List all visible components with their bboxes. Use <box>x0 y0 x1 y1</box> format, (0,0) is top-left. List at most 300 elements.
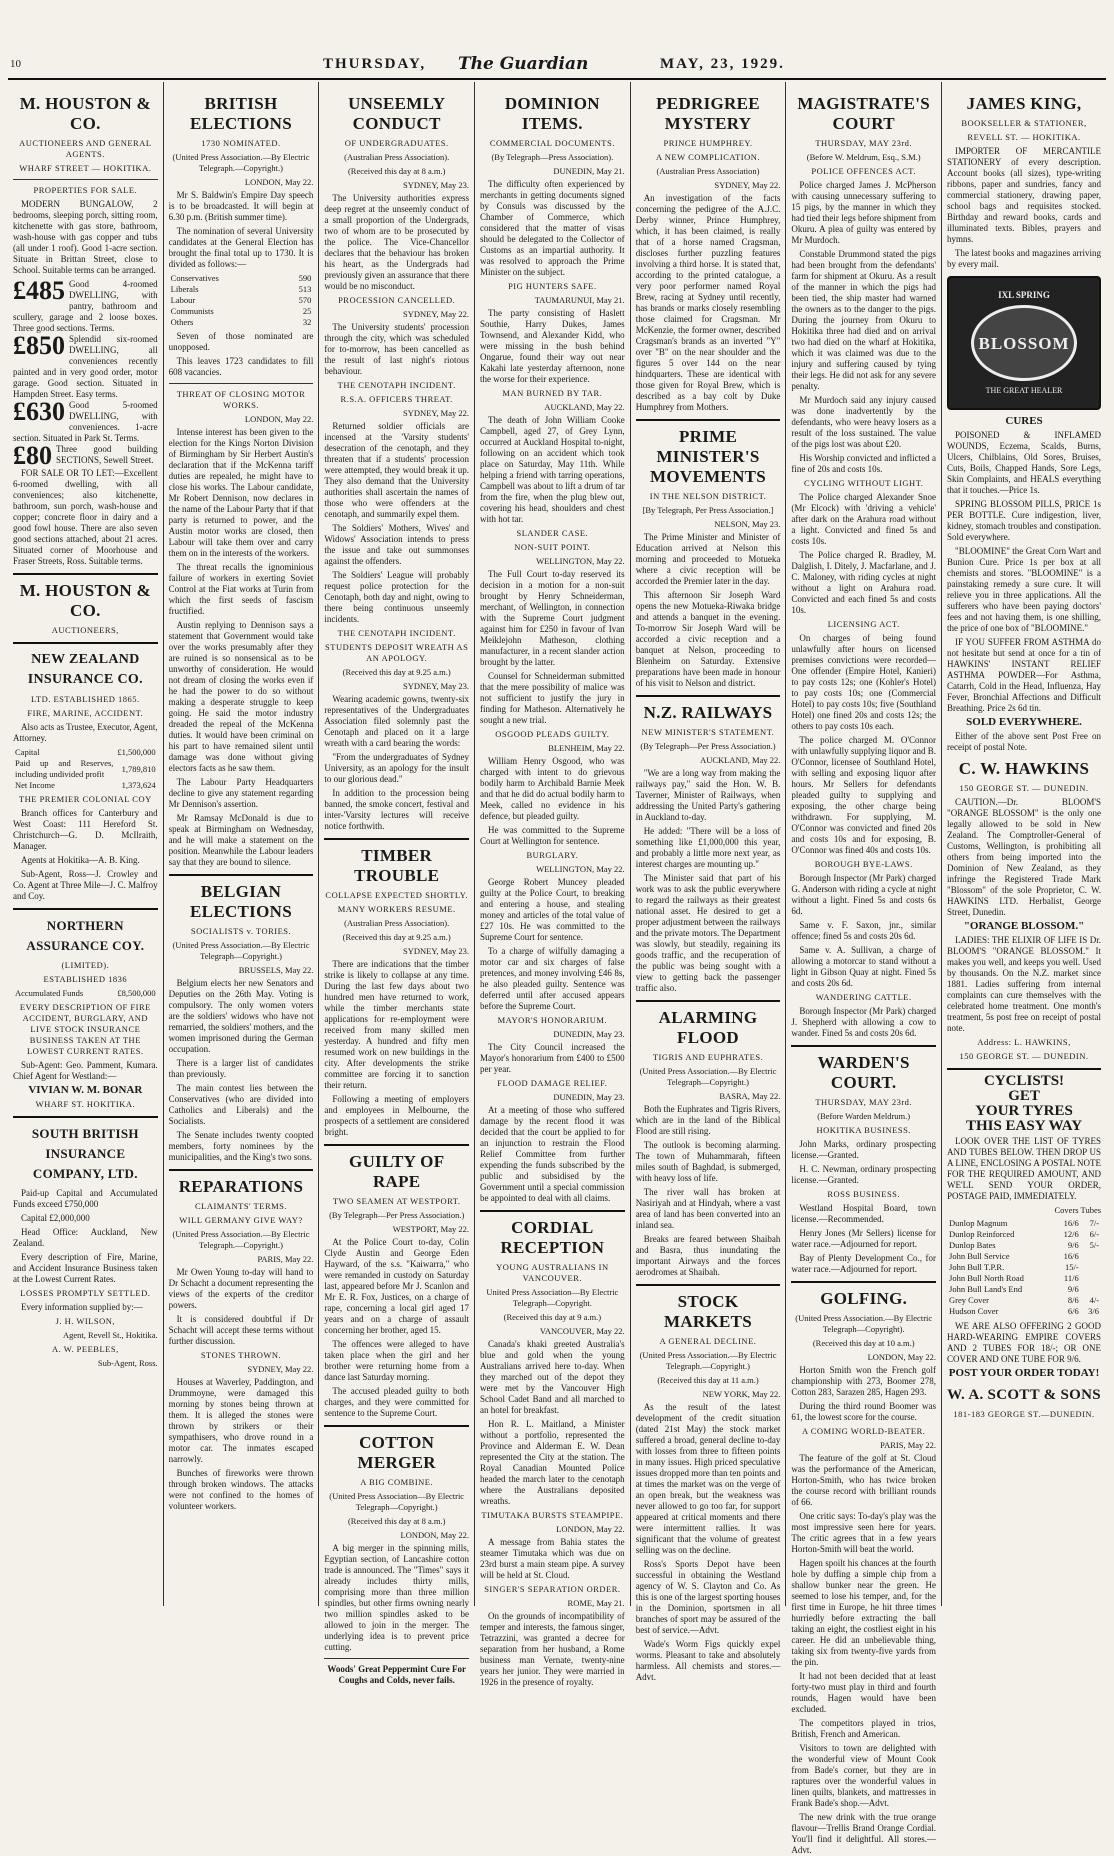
article-paragraph: The Police charged Alexander Snoe (Mr Elcock) with 'driving a vehicle' after dark on the Arahura road without a light. Convicted and fined 5s and costs 10s. <box>791 492 937 546</box>
article-paragraph: Both the Euphrates and Tigris Rivers, which are in the land of the Biblical Flood are still rising. <box>635 1104 781 1136</box>
ad-heading: M. HOUSTON & CO. <box>19 94 151 133</box>
article-credit: (Australian Press Association) <box>656 166 760 176</box>
article-received: (Received this day at 10 a.m.) <box>812 1338 915 1348</box>
article-paragraph: His Worship convicted and inflicted a fine of 20s and costs 10s. <box>791 453 937 474</box>
article-dateline: SYDNEY, May 22. <box>714 180 781 190</box>
article-subhead: A GENERAL DECLINE. <box>659 1336 757 1346</box>
article-subhead: CLAIMANTS' TERMS. <box>194 1201 288 1211</box>
article-paragraph: There are indications that the timber strike is likely to collapse at any time. During the last few days about two hundred men have returned to work, while the timber merchants state applications for re-employment were received from many skilled men yesterday. A hundred and fifty men resumed work on new buildings in the city. After developments the strike committee are forcing it to sanction their return. <box>324 959 470 1090</box>
article-dateline: NELSON, May 23. <box>714 519 781 529</box>
tyre-name: Dunlop Magnum <box>949 1218 1008 1228</box>
tyre-cover-price: 9/6 <box>1067 1240 1079 1250</box>
article-dateline: DUNEDIN, May 21. <box>553 166 625 176</box>
article-paragraph: The death of John William Cooke Campbell, aged 27, of Grey Lynn, occurred at Auckland Hospital to-night, following on an accident which took place on Saturday, May 11th. While helping a friend with tarring operations, Campbell was about to lift a drum of tar from the fire, when the plug blew out, covering his head, shoulders and chest with hot tar. <box>480 415 625 524</box>
tyre-name: Hudson Cover <box>949 1306 999 1316</box>
article-received: (Received this day at 11 a.m.) <box>657 1375 759 1385</box>
table-row <box>169 295 314 306</box>
column-3 <box>319 82 475 1685</box>
ad-text: CAUTION.—Dr. BLOOM'S "ORANGE BLOSSOM" is the only one legally allowed to be sold in New Zealand. The Comptroller-General of Customs, Wellington, is prohibiting all others from being imported into the Dominion of New Zealand, as they infringe the Registered Trade Mark "Blossom" of the sole Proprietor, C. W. HAWKINS LTD. Herbalist, George Street, Dunedin. <box>947 797 1102 917</box>
column-2 <box>164 82 320 1606</box>
nominations-table <box>169 273 314 328</box>
article-paragraph: Seven of those nominated are unopposed. <box>168 331 314 352</box>
article-paragraph: Hon R. L. Maitland, a Minister without a portfolio, represented the Province and Alderman E. W. Dean represented the City at the station. The Royal Canadian Mounted Police headed the march later to the cenotaph where the Australians deposited wreaths. <box>480 1419 625 1506</box>
article-subhead: CYCLING WITHOUT LIGHT. <box>804 478 924 488</box>
ad-address: WHARF ST. HOKITIKA. <box>35 1099 136 1109</box>
article-subhead: A NEW COMPLICATION. <box>656 152 761 162</box>
article-subhead: STONES THROWN. <box>200 1350 282 1360</box>
ad-subheading: CURES <box>1005 415 1043 427</box>
ad-address: 150 GEORGE ST. — DUNEDIN. <box>959 783 1089 793</box>
table-row <box>13 747 158 758</box>
article-paragraph: The Labour Party Headquarters decline to give any statement regarding Mr Dennison's assertion. <box>168 777 314 809</box>
tyre-cover-price: 15/- <box>1065 1262 1079 1272</box>
tyre-tube-price <box>1081 1284 1101 1295</box>
ad-text: Capital £2,000,000 <box>21 1213 90 1223</box>
article-subhead: OF UNDERGRADUATES. <box>344 138 449 148</box>
ad-subheading: LOSSES PROMPTLY SETTLED. <box>20 1288 151 1298</box>
divider <box>13 179 158 180</box>
divider <box>13 642 158 644</box>
ad-subheading: BOOKSELLER & STATIONER, <box>961 118 1087 128</box>
article-subhead: ROSS BUSINESS. <box>827 1189 901 1199</box>
article-paragraph: Same v. A. Sullivan, a charge of allowing a motorcar to stand without a light in Gibson Quay at night. Fined 5s and costs 20s 6d. <box>791 945 937 988</box>
article-paragraph: The feature of the golf at St. Cloud was the performance of the American, Horton-Smith, who has twice broken the course record with brilliant rounds of 66. <box>791 1453 937 1507</box>
article-headline: WARDEN'S COURT. <box>817 1053 910 1092</box>
article-paragraph: A big merger in the spinning mills, Egyptian section, of Lancashire cotton trade is announced. The "Times" says it already includes thirty mills, comprising more than three million spindles, but other firms owning nearly two million spindles asked to be allowed to join in the merger. The underlying idea is to prevent price cutting. <box>324 1543 470 1652</box>
tyre-tube-price: 7/- <box>1089 1218 1100 1228</box>
article-paragraph: The City Council increased the Mayor's honorarium from £400 to £500 per year. <box>480 1042 625 1074</box>
article-dateline: BASRA, May 22. <box>719 1091 781 1101</box>
article-subhead: TIGRIS AND EUPHRATES. <box>652 1052 764 1062</box>
article-dateline: LONDON, May 22. <box>556 1524 625 1534</box>
ad-address: Address: L. HAWKINS, <box>977 1037 1071 1047</box>
ad-text: Sub-Agent, Ross. <box>97 1358 158 1368</box>
table-row <box>947 1262 1101 1273</box>
article-paragraph: A message from Bahia states the steamer Timutaka which was due on 23rd burst a main steam pipe. A survey will be held at St. Cloud. <box>480 1537 625 1580</box>
column-4 <box>475 82 631 1687</box>
article-credit: (United Press Association.—By Electric Telegraph—Copyright.) <box>639 1066 777 1087</box>
article-paragraph: This leaves 1723 candidates to fill 608 vacancies. <box>168 356 314 377</box>
column-7 <box>942 82 1106 1606</box>
party-count: 513 <box>298 284 312 294</box>
table-row <box>947 1273 1101 1284</box>
divider <box>169 1169 314 1171</box>
party-name: Liberals <box>170 284 199 294</box>
article-paragraph: Counsel for Schneiderman submitted that the mere possibility of malice was not sufficient to justify the jury in finding for Matheson. Alternatively he sought a new trial. <box>480 671 625 725</box>
article-paragraph: Westland Hospital Board, town license.—Recommended. <box>791 1203 937 1224</box>
price: £850 <box>13 331 65 360</box>
article-credit: (United Press Association.—By Electric Telegraph.—Copyright.) <box>172 152 310 173</box>
ad-text: LADIES: THE ELIXIR OF LIFE IS Dr. BLOOM'S "ORANGE BLOSSOM." It makes you well, and keeps you well. Used by thousands. On the N.Z. market since 1881. Ladies suffering from internal complaints can cure themselves with the celebrated home treatment. One month's treatment, 5s post free on receipt of postal note. <box>947 935 1102 1033</box>
article-subhead: STUDENTS DEPOSIT WREATH AS AN APOLOGY. <box>325 642 469 663</box>
ad-text: The latest books and magazines arriving by every mail. <box>947 248 1102 269</box>
tyre-cover-price: 9/6 <box>1067 1284 1079 1294</box>
ad-text: Agent, Revell St., Hokitika. <box>63 1330 158 1340</box>
article-paragraph: The University authorities express deep regret at the unseemly conduct of a small proportion of the Undergrads, two of whom are to be prosecuted by the police. The Vice-Chancellor declares that the behaviour has broken his heart, as the Undergrads had previously given an assurance that there would be no misconduct. <box>324 193 470 291</box>
divider <box>13 908 158 910</box>
article-subhead: THURSDAY, MAY 23rd. <box>815 1097 913 1107</box>
table-row <box>169 306 314 317</box>
article-paragraph: Hagen spoilt his chances at the fourth hole by duffing a simple chip from a shallow bunker near the green. He seemed to lose his temper, and, for the first time in Europe, he hit three times hurriedly before extracting the ball taking an eight, the costliest eight in his career. He did an unbelievable thing, taking six from twenty-five yards from the pin. <box>791 1558 937 1667</box>
article-subhead: THE CENOTAPH INCIDENT. <box>337 380 456 390</box>
article-paragraph: The outlook is becoming alarming. The town of Muhammarah, fifteen miles south of Baghdad, is submerged, with heavy loss of life. <box>635 1140 781 1183</box>
table-row <box>13 988 158 999</box>
article-paragraph: Intense interest has been given to the election for the Kings Norton Division of Birmingham by Sir Herbert Austin's declaration that if the McKenna tariff duties are repealed, he might have to close his works. The Labour candidate, Mr Robert Dennison, now declares in the name of the Labour Party that if that party is returned to power, and the Austin motor works are closed, then Labour will take them over and carry them on in the interests of the workers. <box>168 427 314 558</box>
tyre-tube-price <box>1081 1273 1101 1284</box>
article-paragraph: "From the undergraduates of Sydney University, as an apology for the insult to our glorious dead." <box>324 752 470 784</box>
party-count: 570 <box>298 295 312 305</box>
ad-heading: W. A. SCOTT & SONS <box>947 1387 1101 1403</box>
article-headline: BELGIAN ELECTIONS <box>190 882 292 921</box>
article-paragraph: The Full Court to-day reserved its decision in a motion for a non-suit brought by Henry Schneiderman, merchant, of Wellington, in connection with the Supreme Court judgment against him for £250 in favour of Ivan Meiklejohn Matheson, clothing manufacturer, in a recent slander action brought by the latter. <box>480 569 625 667</box>
price: £80 <box>13 441 52 470</box>
party-count: 590 <box>298 273 312 283</box>
masthead-date: MAY, 23, 1929. <box>660 55 785 72</box>
ad-subheading: PROPERTIES FOR SALE. <box>33 185 138 195</box>
party-name: Communists <box>170 306 214 316</box>
ad-name: VIVIAN W. M. BONAR <box>28 1084 143 1096</box>
ad-subheading: FIRE, MARINE, ACCIDENT. <box>27 708 144 718</box>
article-paragraph: The offences were alleged to have taken place when the girl and her brother were returning home from a dance last Saturday morning. <box>324 1339 470 1382</box>
ad-heading: C. W. HAWKINS <box>958 759 1090 778</box>
table-row <box>169 273 314 284</box>
article-subhead: PIG HUNTERS SAFE. <box>508 281 597 291</box>
article-credit: (United Press Association.—By Electric Telegraph.—Copyright.) <box>639 1350 777 1371</box>
article-headline: TIMBER TROUBLE <box>354 846 440 885</box>
ad-text: WE ARE ALSO OFFERING 2 GOOD HARD-WEARING EMPIRE COVERS AND 2 TUBES FOR 18/-; OR ONE COVER AND ONE TUBE FOR 9/6. <box>947 1321 1102 1364</box>
table-row <box>947 1251 1101 1262</box>
row-value: 1,789,810 <box>121 763 156 774</box>
article-paragraph: The new drink with the true orange flavour—Trellis Brand Orange Cordial. You'll find it delightful. All stores.—Advt. <box>791 1812 937 1855</box>
article-paragraph: He added: "There will be a loss of something like £1,000,000 this year, and probably a little more next year, as interest charges are mounting up." <box>635 826 781 869</box>
article-paragraph: The threat recalls the ignominious failure of workers in exerting Soviet Control at the Fiat works at Turin from which the first seeds of fascism fructified. <box>168 562 314 616</box>
article-subhead: SINGER'S SEPARATION ORDER. <box>484 1584 621 1594</box>
article-paragraph: Police charged James J. McPherson with causing unnecessary suffering to 15 pigs, by the manner in which they had tied their legs before shipment from Okuru. A plea of guilty was entered by Mr Murdoch. <box>791 180 937 245</box>
article-paragraph: Constable Drummond stated the pigs had been brought from the defendants' farm for shipment at Okuru. As a result of the manner in which the pigs had been tied, the ship master had warned the owners as to the danger to the pigs. During the journey from Okuru to Hokitika three had died and on arrival two had died on the wharf at Hokitika, which it was claimed was due to the injury and suffering caused by tying their legs. He did not ask for any severe penalty. <box>791 249 937 391</box>
tyre-name: Dunlop Reinforced <box>949 1229 1015 1239</box>
article-received: (Received this day at 9 a.m.) <box>503 1312 602 1322</box>
article-paragraph: There is a larger list of candidates than previously. <box>168 1058 314 1079</box>
article-paragraph: To a charge of wilfully damaging a motor car and six charges of false pretences, and money involving £46 8s, he also pleaded guilty. Sentence was deferred until after accused appears before the Supreme Court. <box>480 946 625 1011</box>
ad-text: IMPORTER OF MERCANTILE STATIONERY of every description. Account books (all sizes), type-writing ribbons, paper and sundries, fancy and commercial stationery, drawing paper, school bags and requisites stocked. Birthday and reward books, cards and illuminated texts. Bibles, prayers and hymns. <box>947 146 1102 244</box>
tyre-name: Grey Cover <box>949 1295 989 1305</box>
divider <box>13 573 158 575</box>
table-row <box>947 1229 1101 1240</box>
article-credit: (Australian Press Association). <box>344 152 450 162</box>
article-paragraph: Bunches of fireworks were thrown through broken windows. The attacks were not confined to the homes of volunteer workers. <box>168 1468 314 1511</box>
article-subhead: TIMUTAKA BURSTS STEAMPIPE. <box>481 1510 624 1520</box>
article-subhead: NEW MINISTER'S STATEMENT. <box>641 727 775 737</box>
article-paragraph: He was committed to the Supreme Court at Wellington for sentence. <box>480 825 625 846</box>
column-6 <box>786 82 942 1855</box>
table-row <box>169 284 314 295</box>
article-dateline: LONDON, May 22. <box>244 414 314 424</box>
row-label: Capital <box>15 747 40 757</box>
article-paragraph: On the grounds of incompatibility of temper and interests, the famous singer, Tetrazzini, was granted a decree for separation from her husband, a Rome business man Vernate, twenty-nine years her junior. They were married in 1926 in the presence of royalty. <box>480 1611 625 1687</box>
article-paragraph: Henry Jones (Mr Sellers) license for water race.—Adjourned for report. <box>791 1228 937 1249</box>
ad-text: Either of the above sent Post Free on receipt of postal Note. <box>947 731 1102 752</box>
party-name: Others <box>170 317 194 327</box>
article-received: (Received this day at 8 a.m.) <box>347 1516 446 1526</box>
article-credit: (By Telegraph—Per Press Association.) <box>329 1210 465 1220</box>
ad-heading: M. HOUSTON & CO. <box>19 581 151 620</box>
article-paragraph: The Prime Minister and Minister of Education arrived at Nelson this morning and proceeded to Motueka where a civic reception will be accorded the Premier later in the day. <box>635 532 781 586</box>
article-credit: (Before W. Meldrum, Esq., S.M.) <box>806 152 921 162</box>
article-headline: COTTON MERGER <box>357 1433 436 1472</box>
article-credit: (United Press Association.—By Electric Telegraph—Copyright). <box>795 1313 933 1334</box>
article-headline: GUILTY OF RAPE <box>348 1152 445 1191</box>
divider <box>324 1425 469 1427</box>
ad-subheading: EVERY DESCRIPTION OF FIRE ACCIDENT, BURGLARY, AND LIVE STOCK INSURANCE BUSINESS TAKEN AT THE LOWEST CURRENT RATES. <box>19 1002 151 1056</box>
ad-text: Head Office: Auckland, New Zealand. <box>13 1227 158 1248</box>
article-paragraph: The competitors played in trios, British, French and American. <box>791 1718 937 1739</box>
ad-text: "BLOOMINE" the Great Corn Wart and Bunion Cure. Price 1s per box at all chemists and stores. "BLOOMINE" is a painstaking remedy a sure cure. It will relieve you in three applications. All the sufferers who have been paying doctors' fees and not having them, is one shilling, the price of one box of "BLOOMINE." <box>947 546 1102 633</box>
column-5 <box>631 82 787 1682</box>
article-dateline: WELLINGTON, May 22. <box>536 864 625 874</box>
article-dateline: DUNEDIN, May 23. <box>553 1029 625 1039</box>
ad-heading: NEW ZEALAND INSURANCE CO. <box>27 652 143 687</box>
article-paragraph: Borough Inspector (Mr Park) charged G. Anderson with riding a cycle at night without a light. Fined 5s and costs 6s 6d. <box>791 873 937 916</box>
tyre-tube-price: 3/6 <box>1088 1306 1100 1316</box>
divider <box>324 1658 469 1659</box>
article-dateline: SYDNEY, May 23. <box>403 946 470 956</box>
article-paragraph: Mr Murdoch said any injury caused was done inadvertently by the defendants, who were heavy losers as a result of the loss sustained. The value of the pigs lost was about £20. <box>791 395 937 449</box>
row-label: Accumulated Funds <box>15 988 84 998</box>
ad-text: Every description of Fire, Marine, and Accident Insurance Business taken at the Lowest Current Rates. <box>13 1252 158 1284</box>
article-subhead: MANY WORKERS RESUME. <box>337 904 456 914</box>
page-number: 10 <box>10 58 21 70</box>
article-dateline: SYDNEY, May 23. <box>403 180 470 190</box>
article-subhead: HOKITIKA BUSINESS. <box>816 1125 911 1135</box>
ad-subheading: "ORANGE BLOSSOM." <box>963 920 1085 932</box>
divider <box>169 874 314 876</box>
row-label: Paid up and Reserves, including undivided profit <box>15 758 114 779</box>
ad-name: A. W. PEEBLES, <box>51 1344 119 1354</box>
divider <box>636 1000 781 1002</box>
masthead <box>8 50 1106 80</box>
article-dateline: DUNEDIN, May 23. <box>553 1092 625 1102</box>
article-subhead: IN THE NELSON DISTRICT. <box>649 491 767 501</box>
article-dateline: AUCKLAND, May 22. <box>700 755 781 765</box>
article-paragraph: Houses at Waverley, Paddington, and Drummoyne, were damaged this morning by stones being thrown at them. It is alleged the stones were thrown by strikers or their sympathisers, who drove round in a motor car. The inmates escaped narrowly. <box>168 1377 314 1464</box>
article-dateline: SYDNEY, May 22. <box>247 1364 314 1374</box>
ad-subheading: ESTABLISHED 1836 <box>43 974 128 984</box>
tyre-name: Dunlop Bates <box>949 1240 996 1250</box>
article-subhead: A BIG COMBINE. <box>360 1477 434 1487</box>
article-paragraph: The University students' procession through the city, which was scheduled for to-morrow, has been cancelled as the result of last night's riotous behaviour. <box>324 322 470 376</box>
ad-heading: THIS EASY WAY <box>965 1118 1083 1134</box>
price-entry <box>13 397 158 444</box>
article-dateline: PARIS, May 22. <box>880 1440 937 1450</box>
divider <box>169 383 314 384</box>
article-headline: GOLFING. <box>820 1289 908 1308</box>
article-paragraph: This afternoon Sir Joseph Ward opens the new Motueka-Riwaka bridge and attends a banquet in the evening. To-morrow Sir Joseph Ward will be accorded a civic reception and a banquet at Nelson, proceeding to Blenheim on Saturday. Extensive preparations have been made in honour of his visit to Nelson and district. <box>635 590 781 688</box>
article-dateline: SYDNEY, May 22. <box>403 309 470 319</box>
article-credit: (United Press Association.—By Electric Telegraph.—Copyright.) <box>172 1229 310 1250</box>
ad-text: Branch offices for Canterbury and West Coast: 111 Hereford St. Christchurch—G. D. McIlraith, Manager. <box>13 808 158 851</box>
article-dateline: PARIS, May 22. <box>257 1254 314 1264</box>
ad-address: WHARF STREET — HOKITIKA. <box>19 163 152 173</box>
article-subhead: BURGLARY. <box>526 850 579 860</box>
columns <box>8 82 1106 1855</box>
ad-text: IF YOU SUFFER FROM ASTHMA do not hesitate but send at once for a tin of HAWKINS' INSTANT RELIEF ASTHMA POWDER—For Asthma, Catarrh, Cold in the Head, Influenza, Hay Fever, Bronchial Affections and Difficult Breathing. Price 2s 6d tin. <box>947 637 1102 713</box>
article-dateline: WELLINGTON, May 22. <box>536 556 625 566</box>
table-row <box>947 1218 1101 1229</box>
tyres-table <box>947 1218 1101 1317</box>
article-paragraph: In addition to the procession being banned, the smoke concert, festival and inter-'Varsity lectures will receive notice forthwith. <box>324 788 470 831</box>
ad-text: FOR SALE OR TO LET:—Excellent 6-roomed dwelling, with all conveniences; also kitchenette, bathroom, sun porch, wash-house and copper; concrete floor in dairy and a good fowl house. There are also seven good sections attached, about 21 acres. Situated corner of Moorhouse and Fraser Streets, Ross. Suitable terms. <box>13 468 158 566</box>
divider <box>324 838 469 840</box>
article-paragraph: An investigation of the facts concerning the pedigree of the A.J.C. Derby winner, Prince Humphrey, which, it has been claimed, is really that of a horse named Cragsman, discloses further puzzling features involving a third horse. It is stated that, according to the printed catalogue, a very poor performer named Royal Brew, racing at Sydney until recently, has brands or marks closely resembling those claimed for Cragsman. Mr McKenzie, the former owner, described Cragsman's brands as an inverted "Y" over "B" on the near shoulder and the figures 5 over 144 on the near hindquarters. These are identical with those given for Royal Brew, which is described as a bay colt by Duke Humphrey from Mothers. <box>635 193 781 412</box>
ad-text: MODERN BUNGALOW, 2 bedrooms, sleeping porch, sitting room, kitchenette with gas store, bathroom, wash-house with gas copper and tubs (all under 1 roof). Good 1-acre section. Situate in Brittan Street, close to School. Suitable terms can be arranged. <box>13 199 158 275</box>
article-paragraph: Following a meeting of employers and employees in Melbourne, the prospects of a settlement are considered bright. <box>324 1094 470 1137</box>
article-subhead: A COMING WORLD-BEATER. <box>801 1426 926 1436</box>
tyre-tube-price: 6/- <box>1089 1229 1100 1239</box>
masthead-title: The Guardian <box>458 54 589 74</box>
article-paragraph: At the Police Court to-day, Colin Clyde Austin and George Eden Hayward, of the s.s. "Kaiwarra," who were remanded in custody on Saturday last, appeared before Mr J. Scanlon and Mr E. R. Fox, Justices, on a charge of rape, concerning a local girl aged 17 years and on a charge of assault concerning her brother, aged 15. <box>324 1237 470 1335</box>
price-entry <box>13 276 158 334</box>
article-subhead: TWO SEAMEN AT WESTPORT. <box>332 1196 461 1206</box>
article-subhead: THE CENOTAPH INCIDENT. <box>337 628 456 638</box>
ad-subheading: AUCTIONEERS AND GENERAL AGENTS. <box>19 138 152 159</box>
ad-text: Also acts as Trustee, Executor, Agent, Attorney. <box>13 722 158 743</box>
article-subhead: BOROUGH BYE-LAWS. <box>814 859 913 869</box>
article-subhead: WANDERING CATTLE. <box>815 992 912 1002</box>
party-name: Labour <box>170 295 196 305</box>
divider <box>636 419 781 421</box>
row-label: Net Income <box>15 780 55 790</box>
article-dateline: LONDON, May 22. <box>867 1352 937 1362</box>
divider <box>480 1210 625 1212</box>
article-headline: MAGISTRATE'S COURT <box>797 94 931 133</box>
ad-subheading: AUCTIONEERS, <box>51 625 119 635</box>
article-subhead: MAYOR'S HONORARIUM. <box>497 1015 608 1025</box>
ad-address: REVELL ST. — HOKITIKA. <box>967 132 1081 142</box>
logo-top-text: IXL SPRING <box>998 290 1050 300</box>
table-row <box>947 1306 1101 1317</box>
article-paragraph: On charges of being found unlawfully after hours on licensed premises convictions were recorded—One offender (Empire Hotel, Kanieri) to pay costs 12s; one (Kohler's Hotel) to pay costs 10s; one (Commercial Hotel) to pay costs 10s; five (Southland Hotel) one fined 20s and costs 12s; the others to pay costs 10s each. <box>791 633 937 731</box>
article-headline: PRIME MINISTER'S MOVEMENTS <box>650 427 767 486</box>
article-paragraph: The Police charged R. Bradley, M. Dalglish, I. Ditely, J. Macfarlane, and J. C. Maloney, with riding cycles at night without a light on Arahura road. Convicted and each fined 5s and costs 10s. <box>791 550 937 615</box>
ad-heading: SOUTH BRITISH INSURANCE COMPANY, LTD. <box>31 1126 139 1181</box>
article-subhead: LICENSING ACT. <box>827 619 900 629</box>
tyre-cover-price: 12/6 <box>1063 1229 1079 1239</box>
article-paragraph: Mr Ramsay McDonald is due to speak at Birmingham on Wednesday, and he will make a statement on the position. Meanwhile the Labour leaders say that they are bound to silence. <box>168 813 314 867</box>
article-credit: (By Telegraph—Press Association). <box>491 152 614 162</box>
article-paragraph: The Senate includes twenty coopted members, forty nominees by the municipalities, and the King's two sons. <box>168 1130 314 1162</box>
article-paragraph: George Robert Muncey pleaded guilty at the Police Court, to breaking and entering a house, and stealing money and articles of the total value of £27 10s. He was committed to the Supreme Court for sentence. <box>480 877 625 942</box>
table-row <box>13 758 158 780</box>
price: £485 <box>13 276 65 305</box>
article-paragraph: Visitors to town are delighted with the wonderful view of Mount Cook from Bade's corner, but they are in raptures over the wonderful values in linen quilts, blankets, and mattresses in Frank Bade's shop.—Advt. <box>791 1743 937 1808</box>
price-entry <box>13 441 158 470</box>
article-received: (Received this day at 8 a.m.) <box>347 166 446 176</box>
article-paragraph: The party consisting of Haslett Southie, Harry Dukes, James Townsend, and Alexander Kidd, who were missing in the bush behind Ongarue, found their way out near Kakahi late yesterday afternoon, none the worse for their experience. <box>480 308 625 384</box>
logo-text: BLOSSOM <box>978 333 1070 353</box>
article-headline: DOMINION ITEMS. <box>504 94 600 133</box>
article-paragraph: Mr Owen Young to-day will hand to Dr Schacht a document representing the views of the experts of the creditor powers. <box>168 1267 314 1310</box>
article-paragraph: The river wall has broken at Nasiriyah and at Hindyah, where a vast area of land has been converted into an inland sea. <box>635 1187 781 1230</box>
table-row <box>947 1240 1101 1251</box>
column-1 <box>8 82 164 1606</box>
article-paragraph: Wearing academic gowns, twenty-six representatives of the Undergraduates Association filed solemnly past the Cenotaph and placed on it a large wreath with a card bearing the words: <box>324 694 470 748</box>
article-paragraph: It had not been decided that at least forty-two must play in third and fourth rounds, Hagen would have been excluded. <box>791 1671 937 1714</box>
article-headline: BRITISH ELECTIONS <box>190 94 292 133</box>
article-subhead: FLOOD DAMAGE RELIEF. <box>497 1078 608 1088</box>
ad-text: Agents at Hokitika—A. B. King. <box>21 855 140 865</box>
article-received: (Received this day at 9.25 a.m.) <box>342 932 451 942</box>
divider <box>636 695 781 697</box>
funds-table <box>13 988 158 999</box>
article-dateline: VANCOUVER, May 22. <box>539 1326 625 1336</box>
price-entry <box>13 331 158 400</box>
article-subhead: COLLAPSE EXPECTED SHORTLY. <box>325 890 468 900</box>
divider <box>947 1068 1101 1070</box>
tyre-cover-price: 6/6 <box>1067 1306 1079 1316</box>
ad-text: Three good building SECTIONS, Sewell Street. <box>56 444 158 465</box>
ad-heading: CYCLISTS! <box>984 1073 1065 1089</box>
divider <box>13 1116 158 1118</box>
article-dateline: NEW YORK, May 22. <box>702 1389 781 1399</box>
article-paragraph: The main contest lies between the Conservatives (who are divided into Catholics and Liberals) and the Socialists. <box>168 1083 314 1126</box>
ad-text: SPRING BLOSSOM PILLS, PRICE 1s PER BOTTLE. Cure indigestion, liver, kidney, stomach troubles and constipation. Sold everywhere. <box>947 499 1102 542</box>
tyre-cover-price: 16/6 <box>1063 1251 1079 1261</box>
article-subhead: POLICE OFFENCES ACT. <box>811 166 916 176</box>
tyre-tube-price: 5/- <box>1089 1240 1100 1250</box>
article-credit: [By Telegraph, Per Press Association.] <box>642 505 774 515</box>
tyre-name: John Bull North Road <box>949 1273 1024 1283</box>
ad-address: 150 GEORGE ST. — DUNEDIN. <box>959 1051 1089 1061</box>
article-paragraph: Canada's khaki greeted Australia's blue and gold when the young Australians arrived here to-day. When they marched out of the depot they were met by the Vancouver High School Cadet Band and all marched to an hotel for breakfast. <box>480 1339 625 1415</box>
masthead-day: THURSDAY, <box>323 55 427 72</box>
article-dateline: AUCKLAND, May 22. <box>544 402 625 412</box>
article-headline: ALARMING FLOOD <box>658 1008 758 1047</box>
article-dateline: LONDON, May 22. <box>244 177 314 187</box>
tyre-cover-price: 8/6 <box>1067 1295 1079 1305</box>
ad-subheading: (LIMITED). <box>61 960 110 970</box>
party-count: 32 <box>302 317 312 327</box>
ad-subheading: THE PREMIER COLONIAL COY <box>18 794 152 804</box>
article-paragraph: The difficulty often experienced by merchants in getting documents signed by Consuls was discussed by the Chamber of Commerce, which considered that the matter of visas should be delegated to the Collector of Customs as an impartial authority. It was resolved to approach the Prime Minister on the subject. <box>480 179 625 277</box>
table-row <box>947 1295 1101 1306</box>
article-paragraph: The police charged M. O'Connor with unlawfully supplying liquor and B. O'Connor, licensee of Southland Hotel, with selling and exposing liquor after hours. Mr Sellers for defendants pleaded guilty to supplying and exposing, the other charge being withdrawn. For supplying, M. O'Connor was convicted and fined 20s and costs 10s and for exposing, B. O'Connor was fined 40s and costs 10s. <box>791 735 937 855</box>
article-paragraph: Returned soldier officials are incensed at the 'Varsity students' desecration of the cenotaph, and they threaten that if a students' procession were attempted, they would break it up. They also demand that the University authorities shall ascertain the names of those who were offenders at the cenotaph, and summarily expel them. <box>324 421 470 519</box>
article-subhead: PRINCE HUMPHREY. <box>663 138 753 148</box>
row-value: £1,500,000 <box>117 747 156 757</box>
article-subhead: R.S.A. OFFICERS THREAT. <box>340 394 453 404</box>
ad-text: Sub-Agent: Geo. Pamment, Kumara. Chief Agent for Westland:— <box>13 1060 158 1081</box>
tyre-cover-price: 11/6 <box>1063 1273 1079 1283</box>
article-paragraph: The Soldiers' League will probably request police protection for the Cenotaph, both day and night, owing to there being continuous unseemly incidents. <box>324 570 470 624</box>
divider <box>636 1284 781 1286</box>
article-credit: (Australian Press Association). <box>344 918 450 928</box>
ad-text: Sub-Agent, Ross—J. Crowley and Co. Agent at Three Mile—J. C. Malfroy and Coy. <box>13 869 158 901</box>
article-paragraph: Austin replying to Dennison says a statement that Government would take over the works presumably after they are ruined is so nonsensical as to be unworthy of consideration. He would not dream of closing the works even if he had the power to do so without making a desperate struggle to keep going. He said the motor industry dreaded the repeal of the McKenna duties. It would have been criminal on his part to have remained silent until damage was done without giving electors facts as he saw them. <box>168 620 314 773</box>
table-row <box>13 780 158 791</box>
article-headline: PEDRIGREE MYSTERY <box>656 94 760 133</box>
tyre-tube-price <box>1081 1262 1101 1273</box>
article-paragraph: Bay of Plenty Development Co., for water race.—Adjourned for report. <box>791 1253 937 1274</box>
tyre-tube-price: 4/- <box>1089 1295 1100 1305</box>
article-dateline: TAUMARUNUI, May 21. <box>534 295 625 305</box>
ad-text: POISONED & INFLAMED WOUNDS, Eczema, Scalds, Burns, Ulcers, Chilblains, Old Sores, Bruises, Cuts, Boils, Chapped Hands, Sore Legs, Skin Complaints, and HEALS everything that it touches.—Price 1s. <box>947 430 1102 495</box>
article-paragraph: Ross's Sports Depot have been successful in obtaining the Westland agency of W. S. Clayton and Co. As this is one of the largest sporting houses in the Dominion, sportsmen in all branches of sport may be assured of the best of service.—Advt. <box>635 1559 781 1635</box>
article-subhead: 1730 NOMINATED. <box>201 138 281 148</box>
article-subhead: WILL GERMANY GIVE WAY? <box>179 1215 303 1225</box>
article-paragraph: William Henry Osgood, who was charged with intent to do grievous bodily harm to Archibald Barnie Meek and that he did do actual bodily harm to Meek, called no evidence in his defence, but pleaded guilty. <box>480 756 625 821</box>
article-paragraph: The accused pleaded guilty to both charges, and they were committed for sentence to the Supreme Court. <box>324 1386 470 1418</box>
article-headline: UNSEEMLY CONDUCT <box>348 94 446 133</box>
